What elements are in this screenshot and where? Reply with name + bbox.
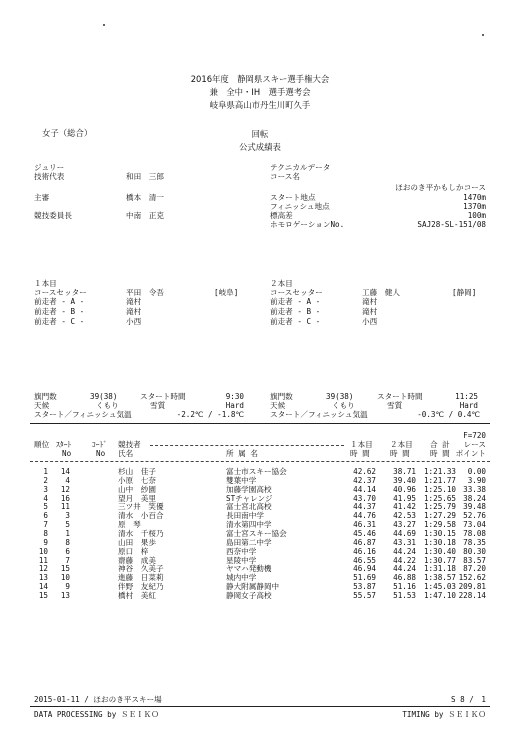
run1-setter-label: コースセッター: [34, 288, 87, 297]
cell-total: 1:38.57: [423, 573, 456, 583]
cell-name: 小原 七奈: [118, 475, 156, 485]
col-competitor: 競技者: [118, 440, 141, 449]
col-rank: 順位: [34, 440, 50, 449]
cell-bib: 11: [60, 502, 70, 512]
run1-forerunner-name: 小西: [126, 317, 142, 326]
header-dash: [150, 445, 344, 446]
run1-forerunner-label: 前走者 - B -: [34, 307, 85, 316]
cell-bib: 3: [65, 511, 70, 521]
cell-bib: 4: [65, 475, 70, 485]
document-title: 公式成績表: [239, 142, 281, 152]
col-run2: ２本目: [390, 440, 413, 449]
cell-club: 富士宮北高校: [226, 502, 272, 512]
cell-points: 39.48: [463, 502, 486, 512]
cell-total: 1:25.10: [423, 484, 456, 494]
col-run1: １本目: [350, 440, 373, 449]
col-total: 合 計: [430, 440, 450, 449]
run1-title: １本目: [34, 279, 57, 288]
run1-temp: -2.2℃ / -1.8℃: [176, 410, 244, 419]
tech-label: 標高差: [270, 211, 293, 220]
cell-run1: 44.14: [353, 484, 376, 494]
cell-run2: 44.69: [393, 528, 416, 538]
cell-run1: 42.62: [353, 467, 376, 476]
cell-bib: 14: [60, 467, 70, 476]
cell-points: 228.14: [458, 590, 486, 600]
scan-speck: [482, 34, 484, 36]
cell-rank: 12: [38, 564, 48, 574]
tech-label: ホモロゲーションNo.: [270, 220, 345, 229]
cell-points: 0.00: [467, 467, 486, 476]
footer-timing: TIMING by ＳＥＩＫＯ: [402, 710, 486, 719]
cell-run1: 45.46: [353, 528, 376, 538]
cell-run2: 46.88: [393, 573, 416, 583]
cell-bib: 8: [65, 537, 70, 547]
discipline-label: 回転: [251, 129, 269, 139]
cell-name: 齋藤 成美: [118, 555, 156, 565]
cell-run1: 44.76: [353, 511, 376, 521]
cell-rank: 6: [43, 511, 48, 521]
cell-rank: 1: [43, 467, 48, 476]
run1-start-time: 9:30: [225, 392, 244, 401]
run2-gates-label: 旗門数: [270, 392, 293, 401]
run2-forerunner-label: 前走者 - B -: [270, 307, 321, 316]
run1-temp-label: スタート／フィニッシュ気温: [34, 410, 132, 419]
run1-weather: くもり: [96, 401, 119, 410]
run1-gates-label: 旗門数: [34, 392, 57, 401]
col-points-label: ポイント: [455, 449, 486, 458]
jury-name: 和田 三郎: [126, 172, 164, 181]
header-underline: [30, 461, 490, 462]
cell-club: 富士宮スキー協会: [226, 528, 287, 538]
tech-value: SAJ28-SL-151/08: [417, 220, 486, 229]
cell-run2: 42.53: [393, 511, 416, 521]
cell-bib: 1: [65, 528, 70, 538]
col-club: 所 属 名: [226, 449, 258, 458]
cell-name: 望月 美里: [118, 493, 156, 503]
tech-value: 1470m: [463, 193, 486, 202]
run1-snow: Hard: [225, 401, 244, 410]
cell-run2: 43.27: [393, 520, 416, 530]
cell-name: 清水 千桜乃: [118, 528, 164, 538]
f-value: F=720: [463, 431, 486, 440]
cell-total: 1:29.58: [423, 520, 456, 530]
cell-run1: 51.69: [353, 573, 376, 583]
cell-club: STチャレンジ: [226, 493, 273, 503]
cell-run2: 51.53: [393, 590, 416, 600]
cell-points: 73.04: [463, 520, 486, 530]
cell-bib: 15: [60, 564, 70, 574]
tech-value: 1370m: [463, 202, 486, 211]
cell-total: 1:30.15: [423, 528, 456, 538]
cell-rank: 15: [38, 590, 48, 600]
separator-line: [30, 423, 490, 424]
tech-label: スタート地点: [270, 193, 316, 202]
cell-rank: 13: [38, 573, 48, 583]
cell-points: 209.81: [458, 582, 486, 592]
cell-points: 80.30: [463, 546, 486, 556]
run2-forerunner-name: 滝村: [362, 297, 378, 306]
cell-club: 清水第四中学: [226, 520, 272, 530]
footer-page: S 8 / 1: [450, 695, 486, 704]
col-start: ｽﾀｰﾄ: [56, 440, 72, 449]
run1-setter-club: [岐阜]: [214, 288, 239, 297]
col-code: ｺｰﾄﾞ: [92, 440, 108, 449]
col-points: レース: [463, 440, 486, 449]
cell-name: 山中 紗園: [118, 484, 156, 494]
cell-rank: 7: [43, 520, 48, 530]
cell-points: 33.38: [463, 484, 486, 494]
cell-total: 1:45.03: [423, 582, 456, 592]
cell-club: 静岡女子高校: [226, 590, 272, 600]
run1-forerunner-label: 前走者 - A -: [34, 297, 85, 306]
cell-run1: 46.87: [353, 537, 376, 547]
cell-total: 1:27.29: [423, 511, 456, 521]
cell-run1: 46.16: [353, 546, 376, 556]
scan-speck: [103, 24, 105, 26]
cell-run2: 44.24: [393, 564, 416, 574]
cell-run2: 44.22: [393, 555, 416, 565]
run2-weather: くもり: [332, 401, 355, 410]
jury-role: 主審: [34, 193, 50, 202]
cell-run2: 40.96: [393, 484, 416, 494]
event-subtitle: 兼 全中・IH 選手選考会: [209, 87, 311, 97]
cell-rank: 3: [43, 484, 48, 494]
course-label: コース名: [270, 172, 300, 181]
cell-run2: 41.42: [393, 502, 416, 512]
run2-start-time: 11:25: [455, 392, 478, 401]
cell-club: 雙葉中学: [226, 475, 257, 485]
col-run2-time: 時 間: [390, 449, 410, 458]
cell-points: 78.08: [463, 528, 486, 538]
footer-date-venue: 2015-01-11 / ほおのき平スキー場: [34, 695, 162, 704]
cell-name: 清水 小百合: [118, 511, 164, 521]
cell-rank: 10: [38, 546, 48, 556]
cell-points: 3.90: [467, 475, 486, 485]
jury-role: 技術代表: [34, 172, 65, 181]
cell-name: 神谷 久美子: [118, 564, 164, 574]
cell-name: 伴野 友紀乃: [118, 582, 164, 592]
cell-total: 1:30.77: [423, 555, 456, 565]
cell-club: 西奈中学: [226, 546, 257, 556]
cell-points: 78.35: [463, 537, 486, 547]
run2-weather-label: 天候: [270, 401, 286, 410]
run2-temp: -0.3℃ / 0.4℃: [417, 410, 480, 419]
cell-bib: 7: [65, 555, 70, 565]
jury-name: 中南 正克: [126, 211, 164, 220]
run2-setter-label: コースセッター: [270, 288, 323, 297]
jury-name: 橋本 清一: [126, 193, 164, 202]
cell-bib: 16: [60, 493, 70, 503]
run1-setter-name: 平田 令吾: [126, 288, 164, 297]
cell-total: 1:30.40: [423, 546, 456, 556]
cell-run1: 55.57: [353, 590, 376, 600]
cell-run2: 44.24: [393, 546, 416, 556]
jury-role: 競技委員長: [34, 211, 72, 220]
cell-run1: 53.87: [353, 582, 376, 592]
cell-total: 1:25.79: [423, 502, 456, 512]
cell-rank: 11: [38, 555, 48, 565]
cell-total: 1:21.33: [423, 467, 456, 476]
col-run1-time: 時 間: [350, 449, 370, 458]
jury-heading: ジュリー: [34, 163, 65, 172]
cell-bib: 10: [60, 573, 70, 583]
course-name: ほおのき平かもしかコース: [395, 183, 486, 192]
cell-club: 富士市スキー協会: [226, 467, 287, 476]
run1-forerunner-label: 前走者 - C -: [34, 317, 85, 326]
cell-name: 山田 果歩: [118, 537, 156, 547]
cell-rank: 2: [43, 475, 48, 485]
cell-name: 原口 梓: [118, 546, 149, 556]
cell-bib: 13: [60, 590, 70, 600]
event-title: 2016年度 静岡県スキー選手権大会: [190, 74, 330, 84]
cell-club: 星陵中学: [226, 555, 257, 565]
run2-forerunner-label: 前走者 - A -: [270, 297, 321, 306]
cell-total: 1:25.65: [423, 493, 456, 503]
run1-gates: 39(38): [90, 392, 118, 401]
technical-heading: テクニカルデータ: [270, 163, 331, 172]
cell-run1: 43.70: [353, 493, 376, 503]
run1-start-label: スタート時間: [140, 392, 186, 401]
tech-label: フィニッシュ地点: [270, 202, 330, 211]
cell-bib: 9: [65, 582, 70, 592]
run2-forerunner-label: 前走者 - C -: [270, 317, 321, 326]
cell-run1: 46.94: [353, 564, 376, 574]
col-start-no: No: [62, 449, 72, 458]
run2-start-label: スタート時間: [377, 392, 423, 401]
run2-forerunner-name: 滝村: [362, 307, 378, 316]
cell-name: 橋村 美紅: [118, 590, 156, 600]
cell-club: 島田第二中学: [226, 537, 272, 547]
tech-value: 100m: [467, 211, 486, 220]
run2-setter-name: 工藤 健人: [362, 288, 400, 297]
run2-snow: Hard: [459, 401, 478, 410]
col-name: 氏名: [118, 449, 134, 458]
cell-points: 38.24: [463, 493, 486, 503]
cell-club: 加藤学園高校: [226, 484, 272, 494]
cell-rank: 14: [38, 582, 48, 592]
cell-run1: 42.37: [353, 475, 376, 485]
cell-total: 1:47.10: [423, 590, 456, 600]
cell-name: 杉山 佳子: [118, 467, 156, 476]
cell-rank: 4: [43, 493, 48, 503]
cell-club: 城内中学: [226, 573, 257, 583]
cell-run2: 43.31: [393, 537, 416, 547]
cell-run1: 44.37: [353, 502, 376, 512]
cell-run1: 46.31: [353, 520, 376, 530]
cell-points: 52.76: [463, 511, 486, 521]
col-code-no: No: [96, 449, 106, 458]
cell-points: 87.20: [463, 564, 486, 574]
cell-run1: 46.55: [353, 555, 376, 565]
cell-total: 1:30.18: [423, 537, 456, 547]
cell-rank: 9: [43, 537, 48, 547]
cell-rank: 8: [43, 528, 48, 538]
cell-run2: 41.95: [393, 493, 416, 503]
cell-name: 三ツ井 笑優: [118, 502, 164, 512]
footer-data-processing: DATA PROCESSING by ＳＥＩＫＯ: [34, 710, 159, 719]
cell-club: ヤマハ発動機: [226, 564, 272, 574]
cell-club: 静大附属静岡中: [226, 582, 280, 592]
event-location: 岐阜県高山市丹生川町久手: [209, 100, 311, 110]
cell-points: 152.62: [458, 573, 486, 583]
run2-snow-label: 雪質: [387, 401, 403, 410]
category-label: 女子（総合）: [42, 128, 93, 138]
cell-run2: 39.40: [393, 475, 416, 485]
cell-club: 長田南中学: [226, 511, 264, 521]
cell-bib: 6: [65, 546, 70, 556]
cell-total: 1:31.18: [423, 564, 456, 574]
run1-weather-label: 天候: [34, 401, 50, 410]
cell-run2: 51.16: [393, 582, 416, 592]
cell-name: 原 琴: [118, 520, 141, 530]
run2-setter-club: [静岡]: [452, 288, 477, 297]
run2-gates: 39(38): [326, 392, 354, 401]
cell-points: 83.57: [463, 555, 486, 565]
run1-snow-label: 雪質: [150, 401, 166, 410]
cell-total: 1:21.77: [423, 475, 456, 485]
run2-title: ２本目: [270, 279, 293, 288]
run1-forerunner-name: 滝村: [126, 307, 142, 316]
run2-forerunner-name: 小西: [362, 317, 378, 326]
run2-temp-label: スタート／フィニッシュ気温: [270, 410, 368, 419]
cell-bib: 12: [60, 484, 70, 494]
col-total-time: 時 間: [430, 449, 450, 458]
cell-bib: 5: [65, 520, 70, 530]
footer-line: [30, 706, 490, 707]
cell-name: 進藤 日菜莉: [118, 573, 164, 583]
cell-run2: 38.71: [393, 467, 416, 476]
cell-rank: 5: [43, 502, 48, 512]
run1-forerunner-name: 滝村: [126, 297, 142, 306]
